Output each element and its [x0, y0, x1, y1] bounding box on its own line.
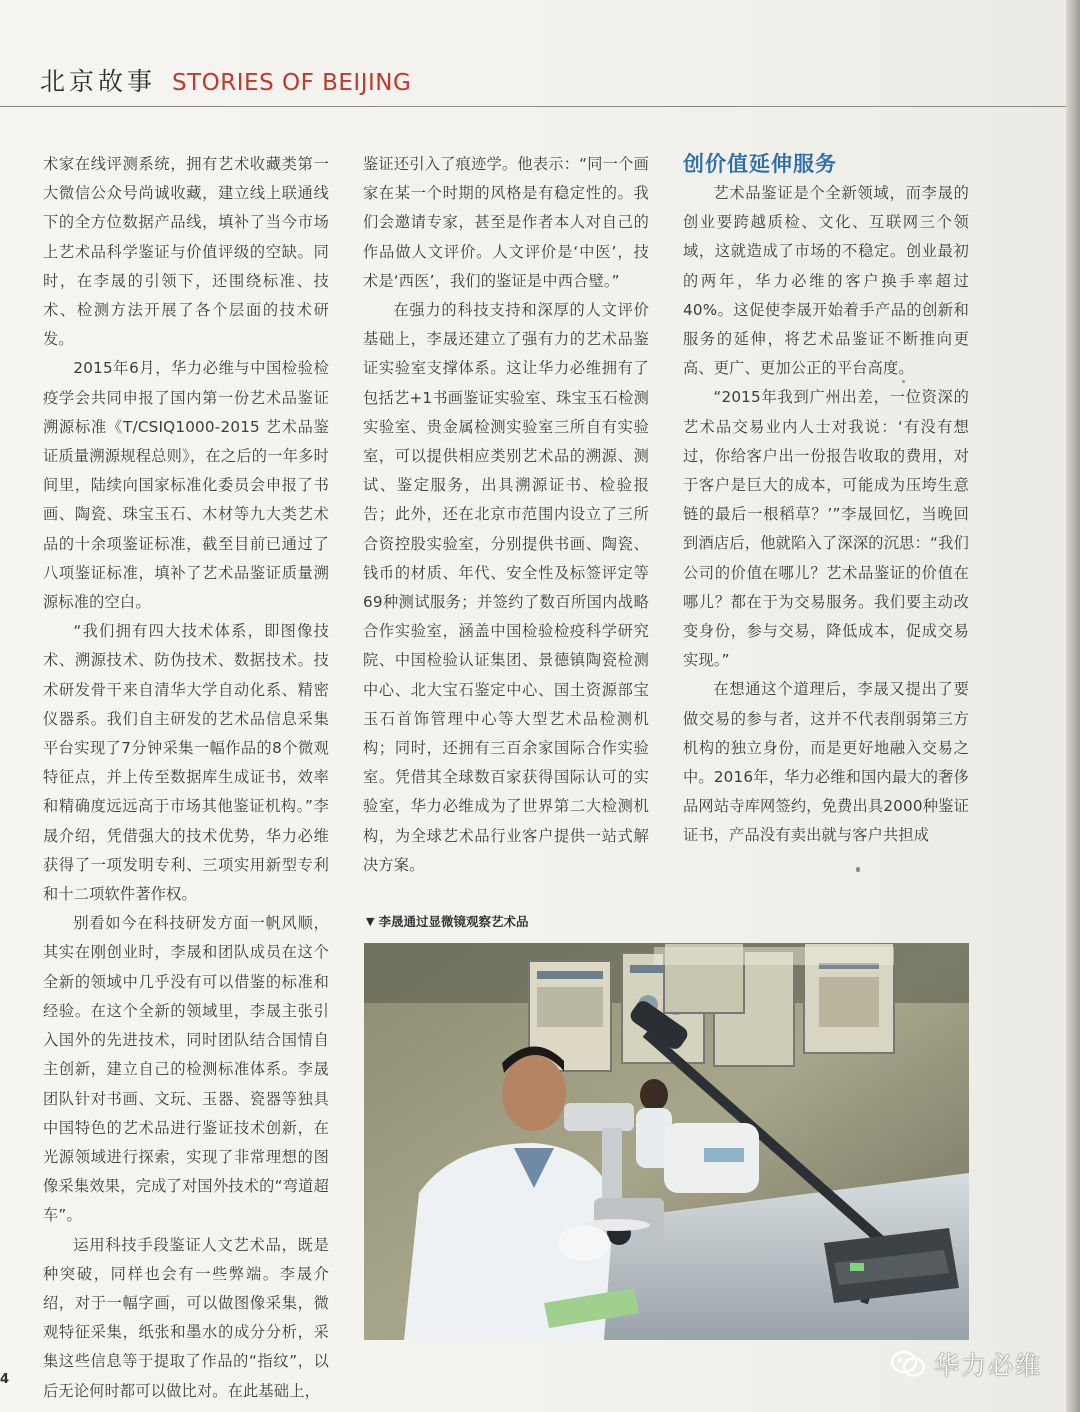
- page-spine-shadow: [1066, 0, 1080, 1412]
- paragraph: “我们拥有四大技术体系，即图像技术、溯源技术、防伪技术、数据技术。技术研发骨干来自清华大学自动化系、精密仪器系。我们自主研发的艺术品信息采集平台实现了7分钟采集一幅作品的8个微观特征点，并上传至数据库生成证书，效率和精确度远远高于市场其他鉴证机构。”李晟介绍，凭借强大的技术优势，华力必维获得了一项发明专利、三项实用新型专利和十二项软件著作权。: [43, 622, 329, 904]
- watermark-text: 华力必维: [934, 1351, 1043, 1380]
- paragraph: 在想通这个道理后，李晟又提出了要做交易的参与者，这并不代表削弱第三方机构的独立身份，而是更好地融入交易之中。2016年，华力必维和国内最大的奢侈品网站寺库网签约，免费出具2000种鉴证证书，产品没有卖出就与客户共担成: [683, 680, 969, 845]
- paragraph: 鉴证还引入了痕迹学。他表示：“同一个画家在某一个时期的风格是有稳定性的。我们会邀请专家，甚至是作者本人对自己的作品做人文评价。人文评价是‘中医’，技术是‘西医’，我们的鉴证是中西合璧。”: [363, 155, 649, 290]
- paragraph: 在强力的科技支持和深厚的人文评价基础上，李晟还建立了强有力的艺术品鉴证实验室支撑体系。这让华力必维拥有了包括艺+1书画鉴证实验室、珠宝玉石检测实验室、贵金属检测实验室三所自有实验室，可以提供相应类别艺术品的溯源、测试、鉴定服务，出具溯源证书、检验报告；此外，还在北京市范围内设立了三所合资控股实验室，分别提供书画、陶瓷、钱币的材质、年代、安全性及标签评定等69种测试服务；并签约了数百所国内战略合作实验室，涵盖中国检验检疫科学研究院、中国检验认证集团、景德镇陶瓷检测中心、北大宝石鉴定中心、国土资源部宝玉石首饰管理中心等大型艺术品检测机构；同时，还拥有三百余家国际合作实验室。凭借其全球数百家获得国际认可的实验室，华力必维成为了世界第二大检测机构，为全球艺术品行业客户提供一站式解决方案。: [363, 301, 649, 874]
- wechat-watermark: [890, 1346, 1042, 1382]
- page-number: 4: [0, 1372, 10, 1387]
- section-header: [40, 62, 411, 98]
- header-rule: [0, 106, 1066, 107]
- caption-text: 李晟通过显微镜观察艺术品: [378, 914, 529, 929]
- print-speck: [856, 867, 860, 872]
- paragraph: “2015年我到广州出差，一位资深的艺术品交易业内人士对我说：‘有没有想过，你给客户出一份报告收取的费用，对于客户是巨大的成本，可能成为压垮生意链的最后一根稻草？’”李晟回忆，当晚回到酒店后，他就陷入了深深的沉思：“我们公司的价值在哪儿？艺术品鉴证的价值在哪儿？都在于为交易服务。我们要主动改变身份，参与交易，降低成本，促成交易实现。”: [683, 388, 969, 670]
- paragraph: 运用科技手段鉴证人文艺术品，既是种突破，同样也会有一些弊端。李晟介绍，对于一幅字画，可以做图像采集，微观特征采集，纸张和墨水的成分分析，采集这些信息等于提取了作品的“指纹”，以后无论何时都可以做比对。在此基础上，: [43, 1235, 329, 1400]
- caption-triangle-icon: ▼: [366, 914, 375, 928]
- section-heading: 创价值延伸服务: [683, 152, 837, 176]
- print-speck: [902, 380, 905, 383]
- lab-photo: [364, 943, 969, 1340]
- paragraph: 艺术品鉴证是个全新领域，而李晟的创业要跨越质检、文化、互联网三个领域，这就造成了市场的不稳定。创业最初的两年，华力必维的客户换手率超过40%。这促使李晟开始着手产品的创新和服务的延伸，将艺术品鉴证不断推向更高、更广、更加公正的平台高度。: [683, 184, 969, 378]
- lab-photo-illustration: [364, 943, 969, 1340]
- header-title-en: STORIES OF BEIJING: [172, 70, 412, 96]
- paragraph: 2015年6月，华力必维与中国检验检疫学会共同申报了国内第一份艺术品鉴证溯源标准《T/CSIQ1000-2015 艺术品鉴证质量溯源规程总则》，在之后的一年多时间里，陆续向国家标准化委员会申报了书画、陶瓷、珠宝玉石、木材等九大类艺术品的十余项鉴证标准，截至目前已通过了八项鉴证标准，填补了艺术品鉴证质量溯源标准的空白。: [43, 359, 329, 612]
- text-column-1: [43, 150, 329, 1406]
- paragraph: 术家在线评测系统，拥有艺术收藏类第一大微信公众号尚诚收藏，建立线上联通线下的全方位数据产品线，填补了当今市场上艺术品科学鉴证与价值评级的空缺。同时，在李晟的引领下，还围绕标准、技术、检测方法开展了各个层面的技术研发。: [43, 155, 329, 349]
- paragraph: 别看如今在科技研发方面一帆风顺，其实在刚创业时，李晟和团队成员在这个全新的领域中几乎没有可以借鉴的标准和经验。在这个全新的领域里，李晟主张引入国外的先进技术，同时团队结合国情自主创新，建立自己的检测标准体系。李晟团队针对书画、文玩、玉器、瓷器等独具中国特色的艺术品进行鉴证技术创新，在光源领域进行探索，实现了非常理想的图像采集效果，完成了对国外技术的“弯道超车”。: [43, 914, 329, 1225]
- photo-caption: [366, 912, 528, 930]
- text-column-3: [683, 179, 969, 851]
- text-column-2: [363, 150, 649, 880]
- wechat-icon: [890, 1350, 926, 1378]
- header-title-cn: 北京故事: [40, 67, 157, 96]
